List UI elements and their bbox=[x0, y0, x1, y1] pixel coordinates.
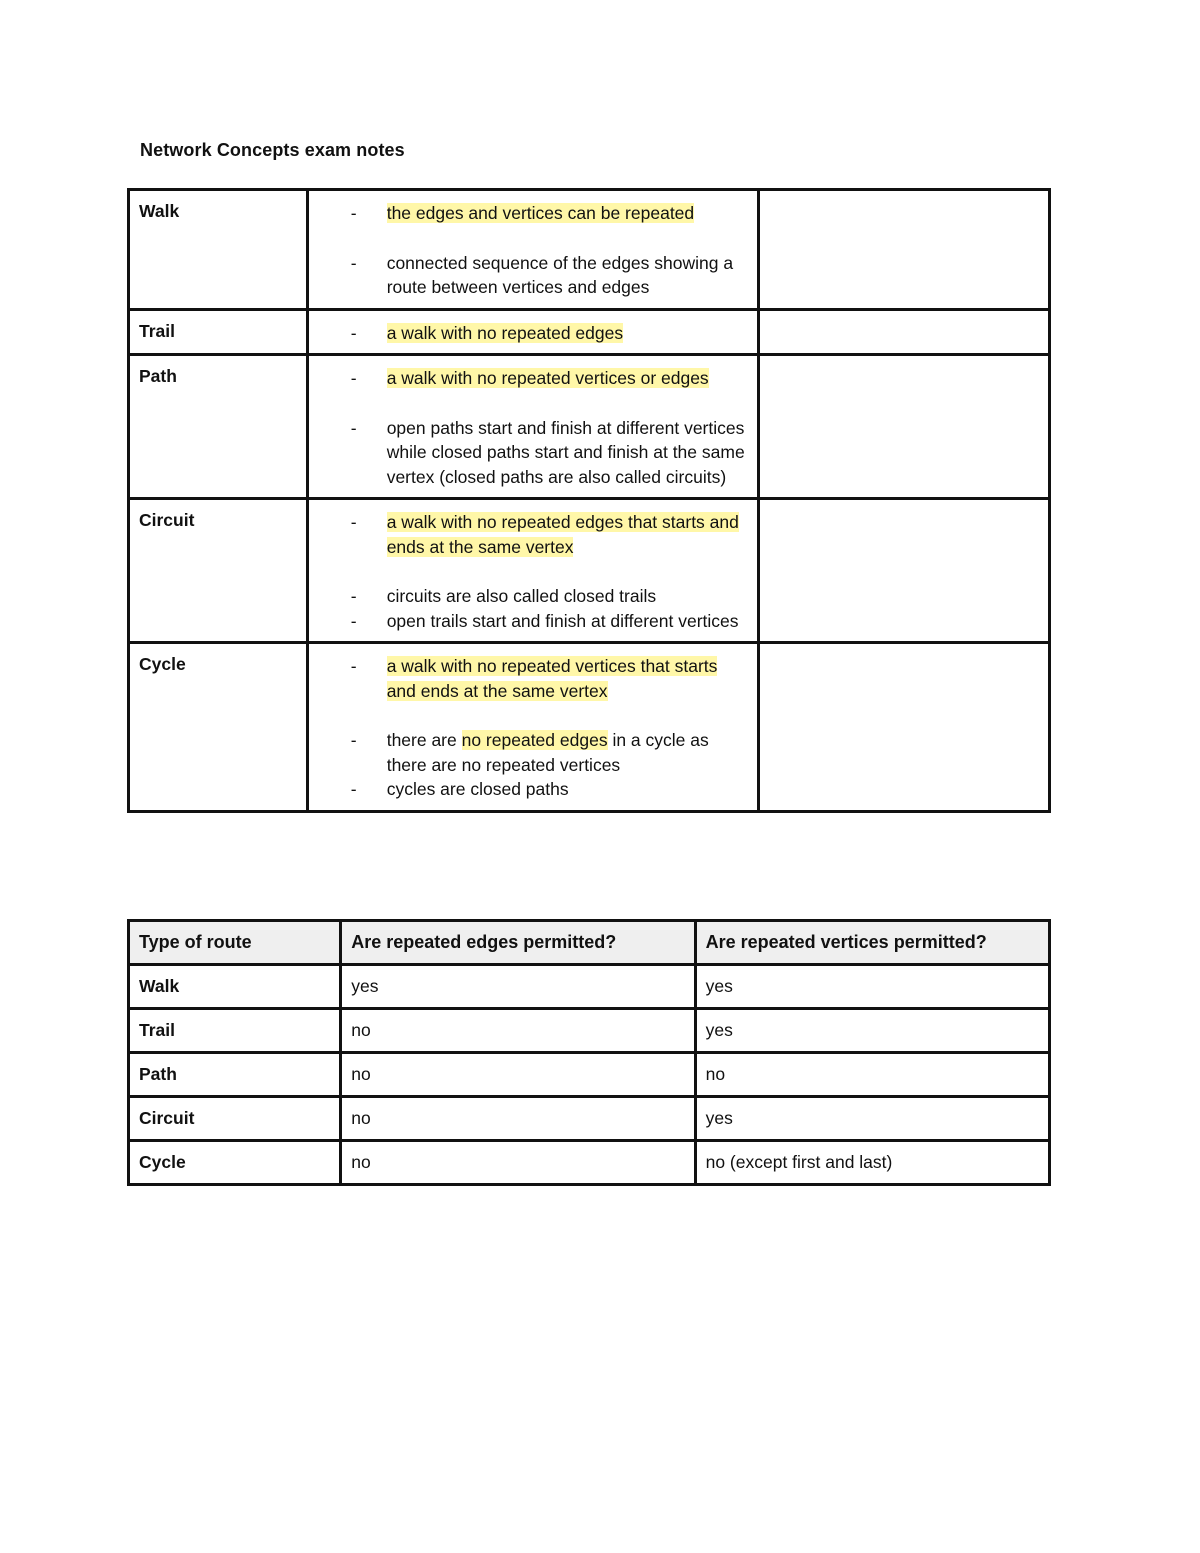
bullet-item bbox=[319, 609, 747, 634]
definition-description bbox=[307, 309, 758, 355]
bullet-item bbox=[319, 510, 747, 559]
comparison-header-row bbox=[129, 921, 1050, 965]
route-type-cell: Circuit bbox=[129, 1097, 341, 1141]
empty-notes-cell bbox=[758, 499, 1049, 643]
bullet-list bbox=[319, 201, 749, 300]
bullet-item bbox=[319, 584, 747, 609]
bullet-item bbox=[319, 251, 747, 300]
bullet-list bbox=[319, 321, 749, 346]
bullet-text: open paths start and finish at different vertices while closed paths start and finish at the same vertex (closed paths are also called circuits) bbox=[386, 417, 745, 487]
highlighted-text: no repeated edges bbox=[461, 730, 608, 750]
bullet-item bbox=[319, 321, 747, 346]
bullet-text: circuits are also called closed trails bbox=[386, 586, 657, 606]
bullet-list bbox=[319, 654, 749, 802]
route-type-cell: Path bbox=[129, 1053, 341, 1097]
highlighted-text: a walk with no repeated edges that starts and ends at the same vertex bbox=[386, 512, 739, 557]
comparison-table-body bbox=[129, 965, 1050, 1185]
route-type-cell: Trail bbox=[129, 1009, 341, 1053]
definition-row bbox=[129, 355, 1050, 499]
comparison-row bbox=[129, 1097, 1050, 1141]
edges-permitted-cell: no bbox=[341, 1097, 695, 1141]
highlighted-text: a walk with no repeated vertices or edges bbox=[386, 368, 709, 388]
comparison-row bbox=[129, 1009, 1050, 1053]
definition-description bbox=[307, 643, 758, 812]
definition-term: Cycle bbox=[129, 643, 308, 812]
definitions-table-body bbox=[129, 190, 1050, 812]
vertices-permitted-cell: yes bbox=[695, 1097, 1049, 1141]
empty-notes-cell bbox=[758, 355, 1049, 499]
definition-description bbox=[307, 499, 758, 643]
empty-notes-cell bbox=[758, 643, 1049, 812]
definition-row bbox=[129, 499, 1050, 643]
definition-row bbox=[129, 643, 1050, 812]
bullet-text: connected sequence of the edges showing a route between vertices and edges bbox=[386, 252, 734, 297]
comparison-row bbox=[129, 1053, 1050, 1097]
definition-term: Trail bbox=[129, 309, 308, 355]
header-repeated-vertices: Are repeated vertices permitted? bbox=[695, 921, 1049, 965]
empty-notes-cell bbox=[758, 309, 1049, 355]
highlighted-text: a walk with no repeated vertices that starts and ends at the same vertex bbox=[386, 656, 718, 701]
vertices-permitted-cell: no (except first and last) bbox=[695, 1141, 1049, 1185]
definition-description bbox=[307, 355, 758, 499]
highlighted-text: a walk with no repeated edges bbox=[386, 322, 624, 343]
edges-permitted-cell: no bbox=[341, 1053, 695, 1097]
definition-term: Path bbox=[129, 355, 308, 499]
vertices-permitted-cell: yes bbox=[695, 965, 1049, 1009]
bullet-item bbox=[319, 366, 747, 391]
edges-permitted-cell: yes bbox=[341, 965, 695, 1009]
bullet-item bbox=[319, 777, 747, 802]
comparison-row bbox=[129, 965, 1050, 1009]
bullet-item bbox=[319, 201, 747, 226]
bullet-item bbox=[319, 728, 747, 777]
definition-term: Circuit bbox=[129, 499, 308, 643]
definition-term: Walk bbox=[129, 190, 308, 310]
definition-row bbox=[129, 309, 1050, 355]
bullet-list bbox=[319, 510, 749, 633]
bullet-text: cycles are closed paths bbox=[386, 779, 569, 799]
bullet-text: in a cycle as there are no repeated vertices bbox=[386, 730, 709, 775]
vertices-permitted-cell: yes bbox=[695, 1009, 1049, 1053]
definitions-table bbox=[127, 188, 1051, 813]
empty-notes-cell bbox=[758, 190, 1049, 310]
bullet-list bbox=[319, 366, 749, 489]
route-type-cell: Walk bbox=[129, 965, 341, 1009]
edges-permitted-cell: no bbox=[341, 1141, 695, 1185]
bullet-item bbox=[319, 654, 747, 703]
edges-permitted-cell: no bbox=[341, 1009, 695, 1053]
bullet-text: there are bbox=[386, 730, 462, 750]
bullet-text: open trails start and finish at different vertices bbox=[386, 610, 739, 631]
definition-description bbox=[307, 190, 758, 310]
route-type-cell: Cycle bbox=[129, 1141, 341, 1185]
document-title: Network Concepts exam notes bbox=[140, 140, 405, 160]
comparison-table bbox=[127, 919, 1051, 1186]
comparison-row bbox=[129, 1141, 1050, 1185]
bullet-item bbox=[319, 416, 747, 490]
header-repeated-edges: Are repeated edges permitted? bbox=[341, 921, 695, 965]
definition-row bbox=[129, 190, 1050, 310]
header-type-of-route: Type of route bbox=[129, 921, 341, 965]
vertices-permitted-cell: no bbox=[695, 1053, 1049, 1097]
highlighted-text: the edges and vertices can be repeated bbox=[386, 203, 695, 223]
